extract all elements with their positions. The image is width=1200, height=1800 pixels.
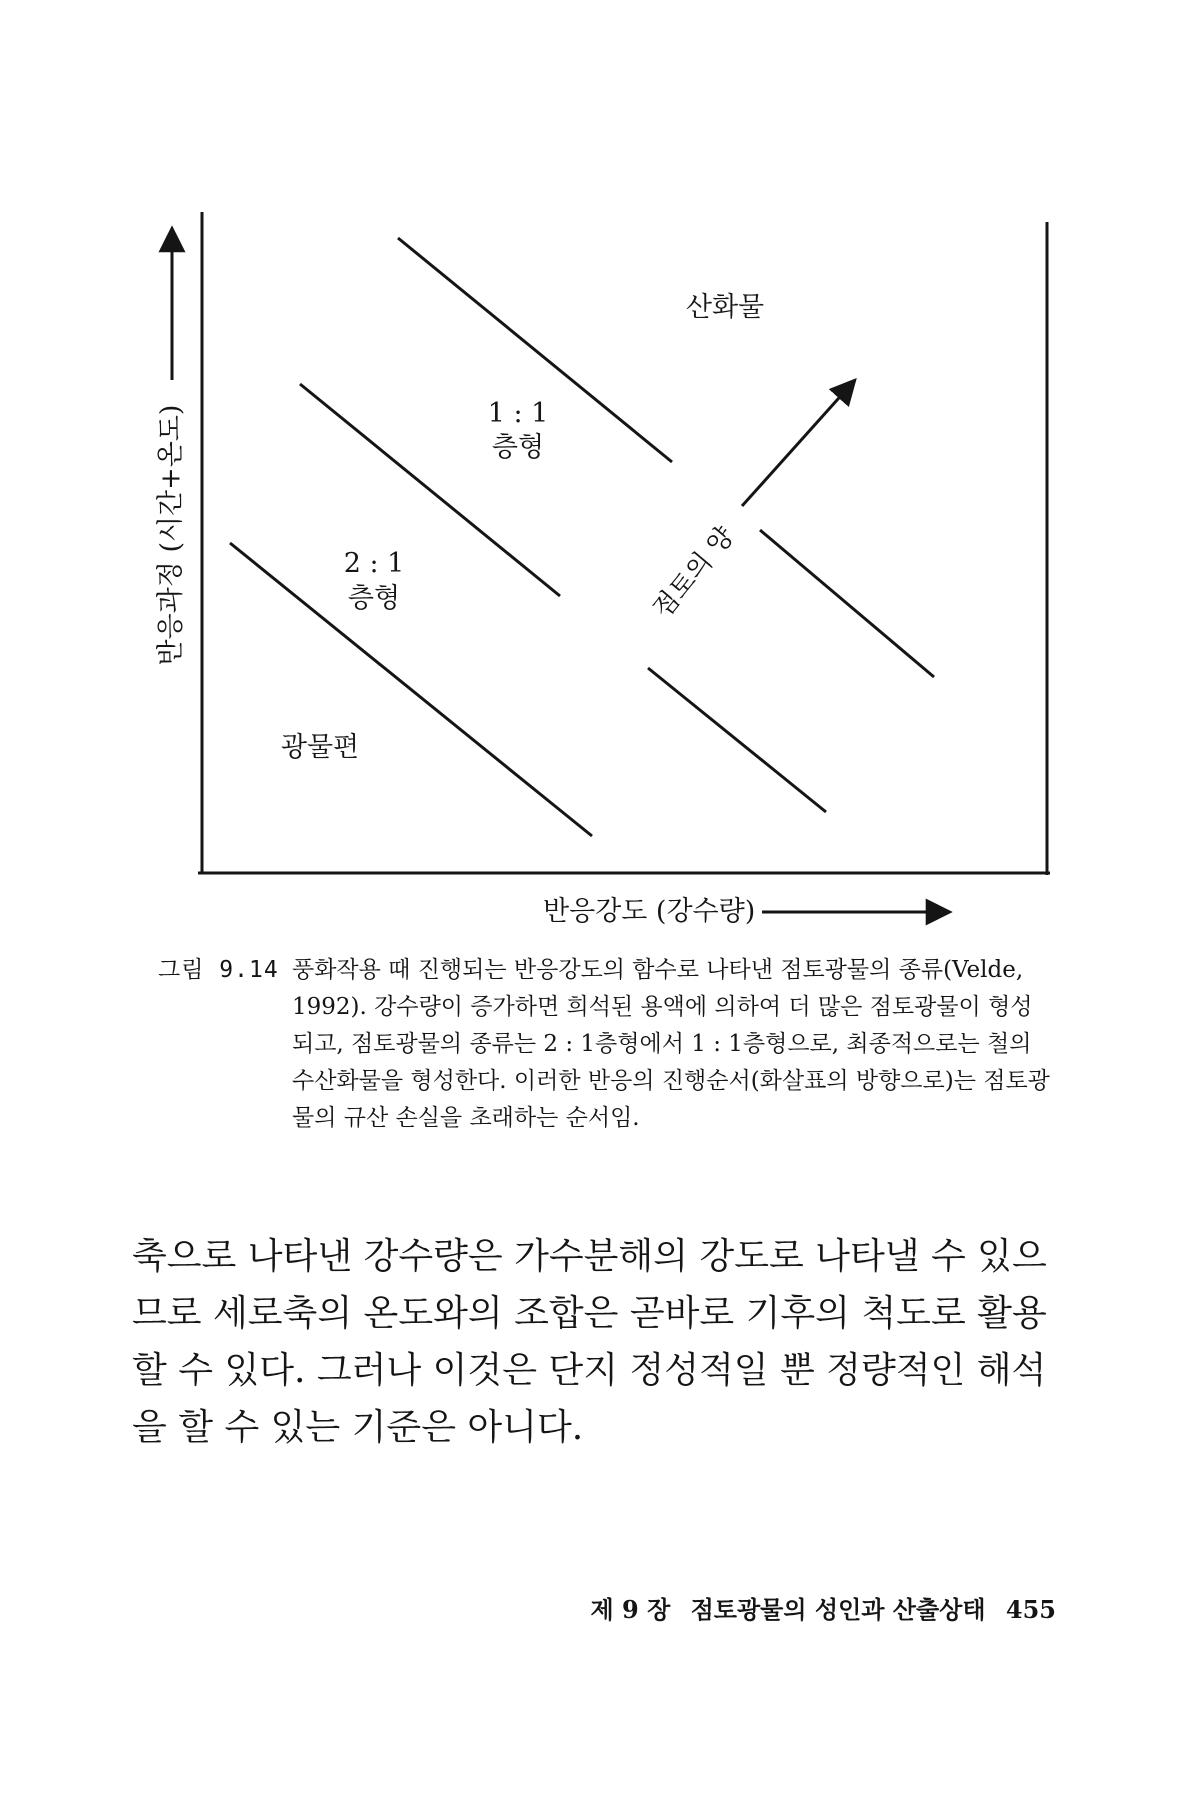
two-to-one-type-label: 층형 <box>347 583 401 614</box>
figure-caption-text: 풍화작용 때 진행되는 반응강도의 함수로 나타낸 점토광물의 종류(Velde, 1992). 강수량이 증가하면 희석된 용액에 의하여 더 많은 점토광물이 형성되고, 점토광물의 종류는 2 : 1층형에서 1 : 1층형으로, 최종적으로는 철의 수산화물을 형성한다. 이러한 반응의 진행순서(화살표의 방향으로)는 점토광물의 규산 손실을 초래하는 순서임. <box>292 957 1050 1131</box>
one-to-one-ratio-label: 1 : 1 <box>487 398 549 429</box>
clay-amount-label: 점토의 양 <box>647 521 741 625</box>
footer-title: 점토광물의 성인과 산출상태 <box>690 1595 986 1624</box>
x-axis-label: 반응강도 (강수량) <box>543 896 756 927</box>
reaction-direction-arrow <box>742 380 855 506</box>
boundary-line-4 <box>760 530 934 677</box>
plot-frame <box>198 212 1050 875</box>
two-to-one-ratio-label: 2 : 1 <box>343 548 405 579</box>
oxide-label: 산화물 <box>685 292 765 323</box>
body-paragraph: 축으로 나타낸 강수량은 가수분해의 강도로 나타낼 수 있으므로 세로축의 온도와의 조합은 곧바로 기후의 척도로 활용할 수 있다. 그러나 이것은 단지 정성적일 뿐 정량적인 해석을 할 수 있는 기준은 아니다. <box>132 1236 1047 1448</box>
page-footer <box>536 1590 1056 1625</box>
one-to-one-type-label: 층형 <box>491 432 545 463</box>
figure-caption-number: 그림 9.14 <box>158 957 279 983</box>
primary-mineral-label: 광물편 <box>280 732 360 763</box>
boundary-line-5 <box>648 668 826 812</box>
footer-chapter: 제 9 장 <box>590 1595 671 1624</box>
y-axis-label: 반응과정 (시간+온도) <box>155 404 187 666</box>
footer-page-number: 455 <box>1005 1595 1056 1624</box>
boundary-line-3 <box>230 543 592 836</box>
